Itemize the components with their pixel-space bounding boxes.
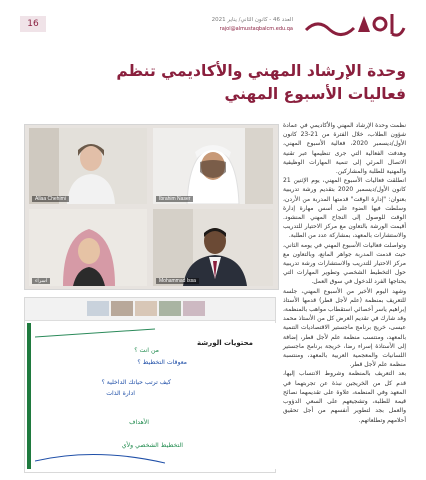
article-body — [283, 121, 406, 425]
participant-photo — [153, 128, 273, 204]
paragraph: وتواصلت فعاليات الأسبوع المهني في يومه الثاني، حيث قدمت المدربة جواهر المانع، وبالتعاون مع مركز الاحتيار للتدريب والاستشارات ورشة تدريبية حول التخطيط الشخصي وتطوير المهارات التي يحتاجها الفرد للدخول في سوق العمل. — [283, 241, 406, 286]
page-number: 16 — [20, 16, 46, 32]
video-thumbnail — [135, 301, 157, 316]
paragraph: بعد التعريف بالمنظمة وشروط الانتساب إليها، قدم كل من الخريجين نبذة عن تجربتهما في المعهد وفي المنظمة، علاوة على تقديمهما نصائح قيمة للطلبة، وتشجيعهم على السعي الدؤوب والعمل بجد لتطوير أنفسهم من أجل تحقيق أحلامهم وتطلعاتهم. — [283, 370, 406, 424]
participant-tile — [153, 209, 273, 286]
participant-name: Ibrahim Naser — [156, 196, 193, 202]
slide-title: محتويات الورشة — [197, 339, 253, 347]
paragraph: وشهد اليوم الأخير من الأسبوع المهني، جلسة للتعريف بمنظمة (علم لأجل قطر) قدمها الأستاذ إبراهيم ياسر أخصائي استقطاب مواهب بالمنظمة، وقد شارك في تقديم العرض كل من الأستاذ محمد عيسى، خريج برنامج ماجستير الاقتصاديات التنمية بالمعهد، ومنتسب منظمة علم لأجل قطر، إضافة إلى الأستاذة إسراء رضا، خريجة برنامج ماجستير اللسانيات والمعجمية العربية بالمعهد، ومنتسبة منظمة علم لأجل قطر. — [283, 287, 406, 369]
video-thumbnail — [111, 301, 133, 316]
participant-tile — [29, 128, 147, 204]
slide-item: من انت ؟ — [134, 347, 159, 354]
title-line-2: فعاليات الأسبوع المهني — [224, 85, 406, 103]
magazine-logo — [300, 10, 408, 40]
slide-item: التخطيط الشخصي ولأي — [121, 442, 183, 449]
slide-item: كيف ترتب حياتك الداخلية ؟ — [101, 379, 171, 386]
title-line-1: وحدة الإرشاد المهني والأكاديمي تنظم — [116, 62, 406, 80]
participant-name: Mohammad Issa — [156, 278, 199, 284]
page-header — [0, 0, 426, 44]
participant-photo — [153, 209, 273, 286]
video-thumbnail — [183, 301, 205, 316]
video-thumbnail — [87, 301, 109, 316]
slide-item: الأهداف — [129, 419, 149, 426]
presentation-screenshot — [24, 297, 276, 473]
participant-photo — [29, 209, 147, 286]
email-link[interactable]: rajol@almustaqbalcm.edu.qa — [219, 26, 293, 32]
meeting-thumbnail-bar — [25, 298, 275, 321]
article-title — [16, 60, 406, 106]
slide-item: ادارة الذات — [106, 390, 135, 397]
participant-tile — [153, 128, 273, 204]
slide-item: معوقات التخطيط ؟ — [137, 359, 187, 366]
video-call-screenshot — [24, 124, 279, 290]
paragraph: انطلقت فعاليات الأسبوع المهني، يوم الإثنين 21 كانون الأول/ديسمبر 2020 بتقديم ورشة تدريبية بعنوان: "إدارة الوقت" قدمتها المدربة من الأردن، وسلطت فيها الضوء على أسس مهارة إدارة الوقت للوصول إلى النجاح المهني المنشود. أقيمت الورشة بالتعاون مع مركز الاحتيار للتدريب والاستشارات بالمعهد، بمشاركة عدد من الطلبة. — [283, 177, 406, 240]
logo-mark — [300, 10, 408, 40]
issue-line: العدد 46 - كانون الثاني/ يناير 2021 — [211, 17, 293, 23]
participant-photo — [29, 128, 147, 204]
video-thumbnail — [159, 301, 181, 316]
paragraph: نظمت وحدة الإرشاد المهني والأكاديمي في عمادة شؤون الطلاب، خلال الفترة من 21-23 كانون الأول/ديسمبر 2020، فعالية الأسبوع المهني، وهدفت الفعالية التي جرى تنظيمها عبر تقنية الاتصال المرئي إلى تنمية المهارات الوظيفية والمهنية للطلبة والمشاركين. — [283, 122, 406, 176]
participant-tile — [29, 209, 147, 286]
participant-name: Allaa Chehimi — [32, 196, 69, 202]
participant-name: اسراء — [32, 278, 50, 284]
presentation-slide — [27, 323, 277, 469]
